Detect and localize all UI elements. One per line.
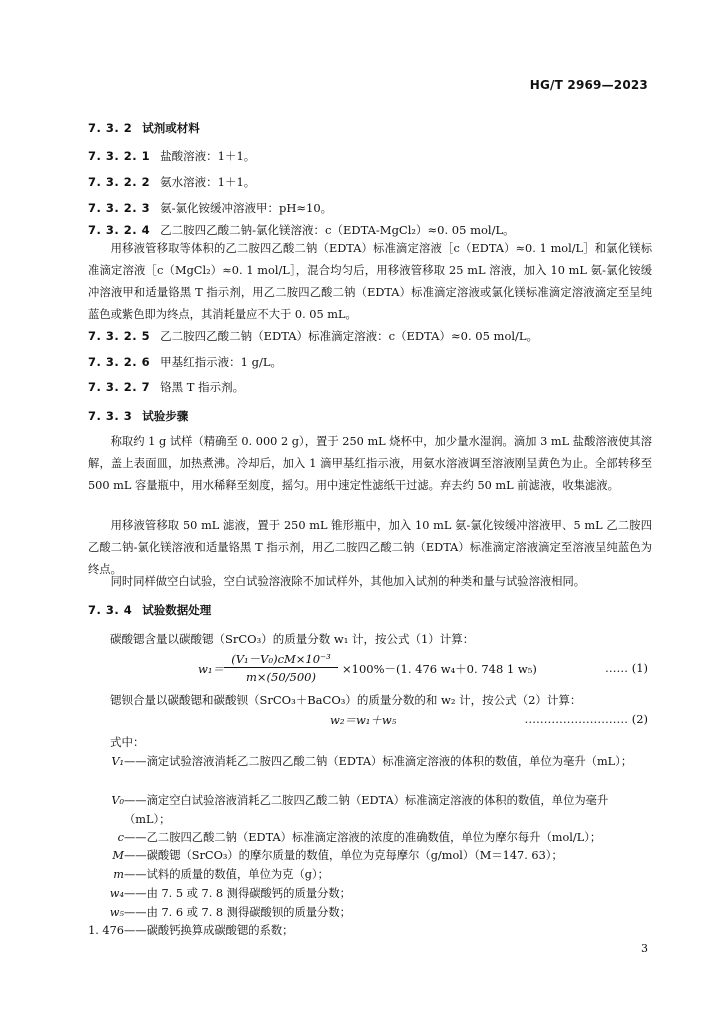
formula-1-label: …… (1): [605, 661, 648, 675]
definition-text: ——滴定空白试验溶液消耗乙二胺四乙酸二钠（EDTA）标准滴定溶液的体积的数值，单位为毫升（mL）；: [124, 794, 609, 826]
formula-1-numerator: (V₁－V₀)cM×10⁻³: [231, 652, 331, 666]
clause-7-3-2-4-body: [88, 238, 652, 326]
clause-7-3-2-5: [88, 328, 538, 344]
page-number: 3: [641, 942, 648, 955]
formula-1-lhs: w₁＝: [198, 662, 224, 676]
procedure-paragraph-1: [88, 431, 652, 497]
fraction-bar: [224, 667, 338, 668]
definition-symbol: 1. 476: [88, 924, 124, 937]
formula-2-expr: w₂＝w₁＋w₅: [330, 713, 397, 727]
clause-number: 7. 3. 2. 6: [88, 355, 151, 369]
section-title: 试验步骤: [142, 409, 189, 423]
clause-7-3-2-7: [88, 379, 244, 395]
formula-2-label: ……………………… (2): [524, 712, 648, 726]
clause-text: 乙二胺四乙酸二钠（EDTA）标准滴定溶液：c（EDTA）≈0. 05 mol/L。: [160, 329, 539, 343]
clause-text: 乙二胺四乙酸二钠-氯化镁溶液：c（EDTA-MgCl₂）≈0. 05 mol/L。: [160, 223, 515, 237]
formula-1-intro: 碳酸锶含量以碳酸锶（SrCO₃）的质量分数 w₁ 计，按公式（1）计算：: [110, 632, 475, 646]
clause-number: 7. 3. 2. 4: [88, 223, 151, 237]
section-number: 7. 3. 2: [88, 121, 133, 135]
formula-1-denominator: m×(50/500): [246, 670, 316, 684]
definition-symbol: w₄: [109, 887, 124, 900]
clause-number: 7. 3. 2. 1: [88, 149, 151, 163]
procedure-paragraph-3: [88, 571, 652, 593]
section-title: 试验数据处理: [142, 603, 212, 617]
paragraph: 用移液管移取 50 mL 滤液，置于 250 mL 锥形瓶中，加入 10 mL 氨-氯化铵缓冲溶液甲、5 mL 乙二胺四乙酸二钠-氯化镁溶液和适量铬黑 T 指示剂，用乙二胺四乙酸二钠（EDTA）标准滴定溶液滴定至溶液呈纯蓝色为终点。: [88, 519, 652, 576]
section-heading-7-3-4: [88, 602, 211, 618]
clause-7-3-2-4: [88, 222, 515, 238]
clause-7-3-2-3: [88, 200, 332, 216]
definition-symbol: w₅: [109, 906, 124, 919]
paragraph: 称取约 1 g 试样（精确至 0. 000 2 g），置于 250 mL 烧杯中，加少量水湿润。滴加 3 mL 盐酸溶液使其溶解，盖上表面皿，加热煮沸。冷却后，加入 1 滴甲基红指示液，用氨水溶液调至溶液刚呈黄色为止。全部转移至 500 mL 容量瓶中，用水稀释至刻度，摇匀。用中速定性滤纸干过滤。弃去约 50 mL 前滤液，收集滤液。: [88, 435, 652, 492]
formula-2-intro: 锶钡合量以碳酸锶和碳酸钡（SrCO₃＋BaCO₃）的质量分数的和 w₂ 计，按公式（2）计算：: [110, 693, 582, 707]
clause-text: 盐酸溶液：1＋1。: [160, 149, 256, 163]
section-title: 试剂或材料: [142, 121, 200, 135]
section-heading-7-3-3: [88, 408, 188, 424]
clause-7-3-2-2: [88, 174, 255, 190]
clause-text: 甲基红指示液：1 g/L。: [160, 355, 282, 369]
definition-symbol: c: [117, 831, 124, 844]
clause-text: 氨-氯化铵缓冲溶液甲：pH≈10。: [160, 201, 333, 215]
definition-text: ——试料的质量的数值，单位为克（g）；: [124, 868, 329, 881]
clause-number: 7. 3. 2. 3: [88, 201, 151, 215]
section-heading-7-3-2: [88, 120, 200, 136]
standard-code: HG/T 2969—2023: [529, 78, 648, 92]
section-number: 7. 3. 4: [88, 603, 133, 617]
definition-text: ——乙二胺四乙酸二钠（EDTA）标准滴定溶液的浓度的准确数值，单位为摩尔每升（mol/L）；: [124, 831, 602, 844]
definition-symbol: m: [113, 868, 124, 881]
clause-7-3-2-6: [88, 354, 282, 370]
definition-text: ——滴定试验溶液消耗乙二胺四乙酸二钠（EDTA）标准滴定溶液的体积的数值，单位为毫升（mL）；: [124, 755, 633, 768]
definition-text: ——碳酸锶（SrCO₃）的摩尔质量的数值，单位为克每摩尔（g/mol）（M＝147. 63）；: [124, 849, 563, 862]
clause-number: 7. 3. 2. 7: [88, 380, 151, 394]
definition-symbol: M: [112, 849, 124, 862]
paragraph: 同时同样做空白试验，空白试验溶液除不加试样外，其他加入试剂的种类和量与试验溶液相同。: [110, 575, 586, 588]
paragraph: 用移液管移取等体积的乙二胺四乙酸二钠（EDTA）标准滴定溶液［c（EDTA）≈0. 1 mol/L］和氯化镁标准滴定溶液［c（MgCl₂）≈0. 1 mol/L］，混合均匀后，用移液管移取 25 mL 溶液，加入 10 mL 氨-氯化铵缓冲溶液甲和适量铬黑 T 指示剂，用乙二胺四乙酸二钠（EDTA）标准滴定溶液或氯化镁标准滴定溶液滴定至呈纯蓝色或紫色即为终点，其消耗量应不大于 0. 05 mL。: [88, 242, 652, 321]
where-label: 式中：: [110, 735, 145, 749]
definition-symbol: V₀: [111, 794, 124, 807]
definition-text: ——由 7. 5 或 7. 8 测得碳酸钙的质量分数；: [124, 887, 351, 900]
clause-text: 氨水溶液：1＋1。: [160, 175, 256, 189]
definition-text: ——由 7. 6 或 7. 8 测得碳酸钡的质量分数；: [124, 906, 351, 919]
clause-number: 7. 3. 2. 5: [88, 329, 151, 343]
clause-7-3-2-1: [88, 148, 255, 164]
section-number: 7. 3. 3: [88, 409, 133, 423]
definition-symbol: V₁: [111, 755, 124, 768]
clause-number: 7. 3. 2. 2: [88, 175, 151, 189]
definition-text: ——碳酸钙换算成碳酸锶的系数；: [124, 924, 294, 937]
clause-text: 铬黑 T 指示剂。: [160, 380, 245, 394]
formula-1-rest: ×100%－(1. 476 w₄＋0. 748 1 w₅): [342, 662, 537, 676]
